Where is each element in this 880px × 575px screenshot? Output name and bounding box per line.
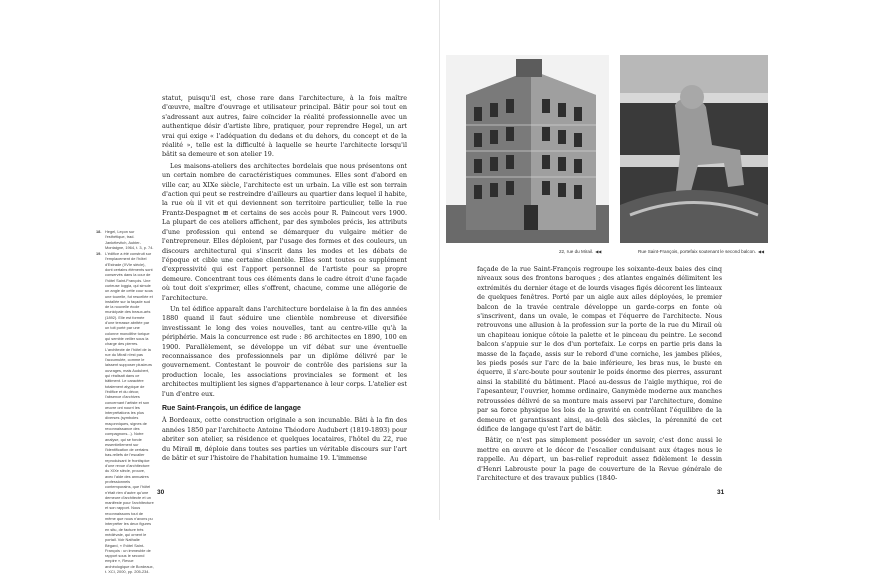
footnote — [96, 251, 154, 574]
paragraph: Bâtir, ce n'est pas simplement posséder un savoir, c'est donc aussi le mettre en œuvre et le décor de l'escalier conduisant aux étages nous le rappelle. Au départ, un bas-relief reproduit assez fidèlement le dessin d'Henri Labrouste pour la page de couverture de la Revue générale de l'architecture et des travaux publics (1840- — [477, 436, 722, 482]
photo-caption — [638, 249, 764, 254]
footnote-text: L'édifice a été construit sur l'emplacement de l'hôtel d'Estrade (XVIe siècle), dont certains éléments sont conservés dans la cour de l'hôtel Saint-François. Une curieuse loggia, qui simule un angle de cette cour sous une tourelle, fut rescellée et installée sur la façade sud de la nouvelle école municipale des beaux-arts (1892). Elle est formée d'une terrasse abritée par un toit porté par une colonne monolithe torique qui semble veiller sous la charge des pierres. L'architecte de l'hôtel de la rue du Mirail n'est pas l'accumulée, comme le laissent supposer plusieurs ouvrages, mais Audubert, qui réalisait dans ce bâtiment. Le caractère totalement atypique de l'édifice et du décor, l'absence d'archives concernant l'artiste et son œuvre ont nourri les interprétations les plus diverses (symboles maçonniques, signes de reconnaissance des compagnons...). Notre analyse, qui se fonde essentiellement sur l'identification de certains bas-reliefs de l'escalier reproduisant le frontispice d'une revue d'architecture du XIXe siècle, prouve, avec l'aide des annuaires professionnels contemporains, que l'hôtel n'était rien d'autre qu'une demeure d'architecte et un manifeste pour l'architecture et son rapport. Nous reconnaissons tout de même que nous n'avons pu interpréter les deux figures en situ, de facture très médiévale, qui ornent le portail. Voir Nathalie Bégard, « l'hôtel Saint-François : un immeuble de rapport sous le second empire », Revue archéologique de Bordeaux, t. XCI, 2000, pp. 205-234. — [105, 251, 154, 574]
footnote — [96, 229, 154, 250]
photo-caption — [559, 249, 601, 254]
paragraph: Un tel édifice apparaît dans l'architecture bordelaise à la fin des années 1880 quand il faut séduire une clientèle nombreuse et diversifiée investissant le long des voies nouvelles, tant au centre-ville qu'à la périphérie. Mais la concurrence est rude : 86 architectes en 1890, 100 en 1900. Parallèlement, se développe un vif débat sur une éventuelle reconnaissance des professionnels par un diplôme délivré par le gouvernement. Contestant le pouvoir de contrôle des parisiens sur la production locale, les associations provinciales se forment et les architectes multiplient les signes d'appartenance à leur corps. L'atelier est l'un d'entre eux. — [162, 304, 407, 398]
page-number: 30 — [157, 489, 165, 496]
right-main-text — [477, 265, 722, 485]
section-heading: Rue Saint-François, un édifice de langage — [162, 405, 301, 412]
paragraph: statut, puisqu'il est, chose rare dans l'architecture, à la fois maître d'œuvre, maître d'ouvrage et utilisateur principal. Bâtir pour soi tout en s'adressant aux autres, faire coïncider la réalité professionnelle avec un authentique désir d'artiste libre, pratiquer, pour reprendre Hegel, un art vrai qui exige « l'adéquation du dedans et du dehors, du concept et de la réalité », telle est la difficulté à laquelle se heurte l'architecte lorsqu'il bâtit sa demeure et son atelier 19. — [162, 94, 407, 159]
right-page — [440, 0, 880, 520]
footnote-text: Hegel, Leçon sur l'esthétique, trad. Jankélevitch, Aubier-Montaigne, 1964, t. 3, p. 74. — [105, 229, 154, 250]
page-number: 31 — [717, 489, 725, 496]
building-photo — [446, 55, 609, 243]
left-main-text — [162, 94, 407, 465]
footnotes — [96, 229, 154, 575]
caption-arrow-icon: ◀◀ — [757, 249, 765, 254]
paragraph: façade de la rue Saint-François regroupe les soixante-deux baies des cinq niveaux sous des frontons baroques ; des atlantes engainés délimitent les extrémités du dernier étage et de lourds visages figés décorent les linteaux de quelques fenêtres. Porté par un aigle aux ailes déployées, le premier balcon de la travée centrale développe un garde-corps en fonte où s'inscrivent, dans un ovale, le compas et l'équerre de l'architecte. Nous retrouvons une allusion à la profession sur la porte de la rue du Mirail où un chapiteau ionique côtoie la palette et le pinceau du peintre. Le second balcon s'appuie sur le dos d'un portefaix. Le corps en partie pris dans la masse de la façade, assis sur le rebord d'une corniche, les jambes pliées, les pieds posés sur l'arc de la baie inférieure, les bras nus, le buste en équerre, il s'arc-boute pour soutenir le poids énorme des pierres, assurant ainsi la stabilité du bâtiment. Placé au-dessus de l'aigle mythique, roi de l'apesanteur, l'ouvrier, homme ordinaire, Ganymède moderne aux manches retroussées délivré de sa monture mais asservi par l'architecture, domine par sa force physique les lois de la gravité en contrôlant l'équilibre de la demeure et garantissant ainsi, au-delà des siècles, la pérennité de cet édifice de langage qu'est l'art de bâtir. — [477, 265, 723, 433]
footnote-number: 18. — [96, 229, 102, 234]
caption-arrow-icon: ◀◀ — [595, 249, 602, 254]
sculpture-photo — [620, 55, 768, 243]
left-page — [0, 0, 440, 574]
caption-text: 22, rue du Mirail. — [559, 249, 594, 254]
caption-text: Rue Saint-François, portefaix soutenant le second balcon. — [638, 249, 756, 254]
paragraph: Les maisons-ateliers des architectes bordelais que nous présentons ont un certain nombre de caractéristiques communes. Elles sont d'abord en ville car, au XIXe siècle, l'architecte est un urbain. La ville est son terrain d'action qui peut se restreindre d'ailleurs au quartier dans lequel il habite, la rue où il vit et qui deviennent son territoire particulier, telle la rue Frantz-Despagnet ⊞ et certains de ses accès pour R. Paincout vers 1900. La plupart de ces ateliers affichent, par des symboles précis, les attributs d'une profession qui entend se démarquer du vulgaire métier de l'entrepreneur. Elles déploient, par l'usage des formes et des couleurs, un discours architectural qui s'inscrit dans les modes et les débats de l'époque et cible une certaine clientèle. Elles sont toutes ce supplément d'expressivité qui est l'apport personnel de l'artiste pour sa propre demeure. Concentrant tous ces éléments dans le cadre étroit d'une façade où tout doit s'exprimer, elles s'offrent, chacune, comme une allégorie de l'architecture. — [162, 161, 407, 302]
paragraph: À Bordeaux, cette construction originale a son incunable. Bâti à la fin des années 1850 par l'architecte Antoine Théodore Audubert (1819-1893) pour abriter son atelier, sa résidence et quelques locataires, l'hôtel du 22, rue du Mirail ⊞, déploie dans toutes ses parties un véritable discours sur l'art de bâtir et sur l'histoire de l'habitation humaine 19. L'immense — [162, 416, 407, 463]
footnote-number: 19. — [96, 251, 102, 257]
